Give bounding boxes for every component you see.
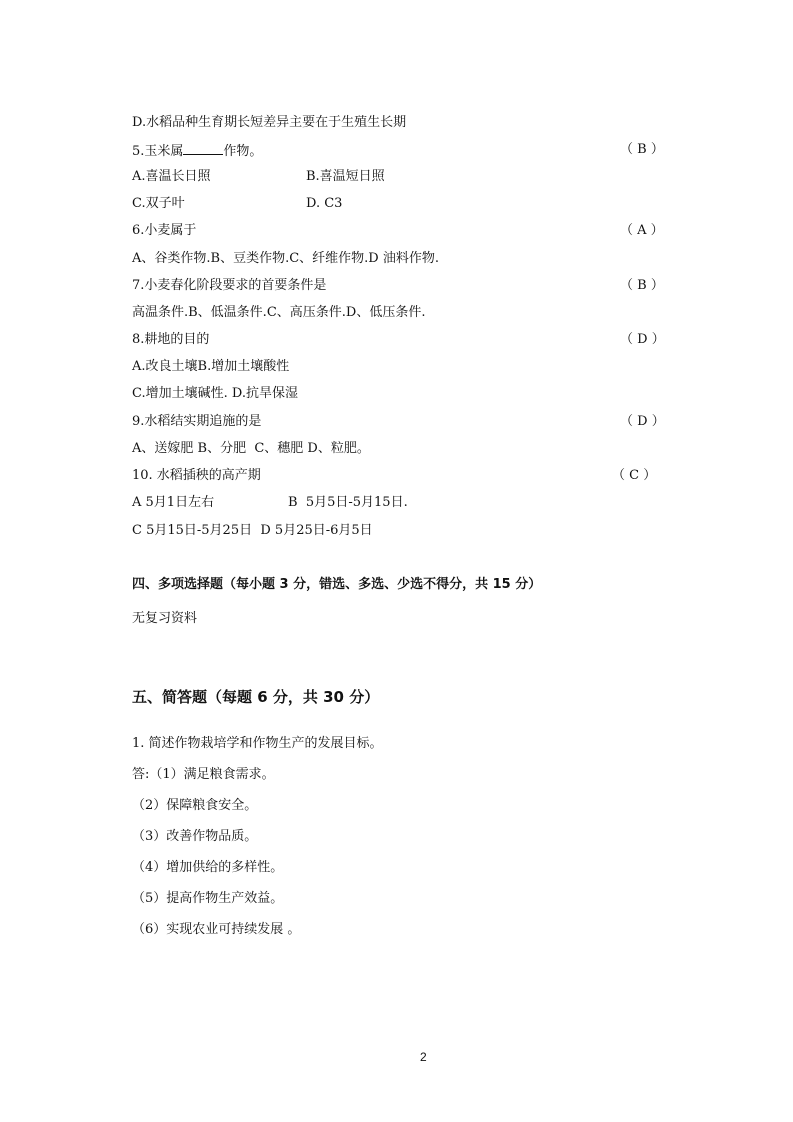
q5-blank — [183, 141, 223, 155]
q9-options: A、送嫁肥 B、分肥 C、穗肥 D、粒肥。 — [132, 441, 370, 456]
q8-answer: （ D ） — [620, 332, 665, 347]
section-4-heading: 四、多项选择题（每小题 3 分，错选、多选、少选不得分，共 15 分） — [132, 577, 542, 592]
q7-question: 7.小麦春化阶段要求的首要条件是 — [132, 278, 327, 293]
q10-answer: （ C ） — [612, 468, 657, 483]
q6-options: A、谷类作物.B、豆类作物.C、纤维作物.D 油料作物. — [132, 251, 439, 266]
answer-line-5: （5）提高作物生产效益。 — [132, 891, 284, 906]
q5-text-post: 作物。 — [223, 144, 263, 159]
q10-option-b: B 5月5日-5月15日. — [288, 495, 408, 510]
q7-options: 高温条件.B、低温条件.C、高压条件.D、低压条件. — [132, 305, 426, 320]
section-5-heading: 五、简答题（每题 6 分，共 30 分） — [132, 688, 380, 706]
q8-options-2: C.增加土壤碱性. D.抗旱保湿 — [132, 386, 298, 401]
q5-text-pre: 5.玉米属 — [132, 144, 184, 159]
q5-option-a: A.喜温长日照 — [132, 169, 211, 184]
answer-line-4: （4）增加供给的多样性。 — [132, 860, 284, 875]
section-5-question: 1. 简述作物栽培学和作物生产的发展目标。 — [132, 736, 383, 751]
section-4-body: 无复习资料 — [132, 611, 198, 626]
q5-option-d: D. C3 — [306, 196, 343, 211]
q10-option-a: A 5月1日左右 — [132, 495, 215, 510]
q10-options-2: C 5月15日-5月25日 D 5月25日-6月5日 — [132, 523, 373, 538]
q8-question: 8.耕地的目的 — [132, 332, 210, 347]
q5-option-b: B.喜温短日照 — [306, 169, 385, 184]
answer-line-2: （2）保障粮食安全。 — [132, 798, 258, 813]
answer-line-1: 答:（1）满足粮食需求。 — [132, 767, 275, 782]
answer-line-6: （6）实现农业可持续发展 。 — [132, 922, 301, 937]
page-number: 2 — [420, 1050, 427, 1064]
answer-line-3: （3）改善作物品质。 — [132, 829, 258, 844]
q5-question — [132, 141, 262, 161]
q7-answer: （ B ） — [620, 278, 664, 293]
q9-question: 9.水稻结实期追施的是 — [132, 414, 262, 429]
q4-option-d: D.水稻品种生育期长短差异主要在于生殖生长期 — [132, 115, 407, 130]
q8-options-1: A.改良土壤B.增加土壤酸性 — [132, 359, 290, 374]
q5-option-c: C.双子叶 — [132, 196, 185, 211]
q5-answer: （ B ） — [620, 142, 664, 157]
q6-answer: （ A ） — [620, 223, 664, 238]
q10-question: 10. 水稻插秧的高产期 — [132, 468, 261, 483]
q6-question: 6.小麦属于 — [132, 223, 197, 238]
q9-answer: （ D ） — [620, 414, 665, 429]
